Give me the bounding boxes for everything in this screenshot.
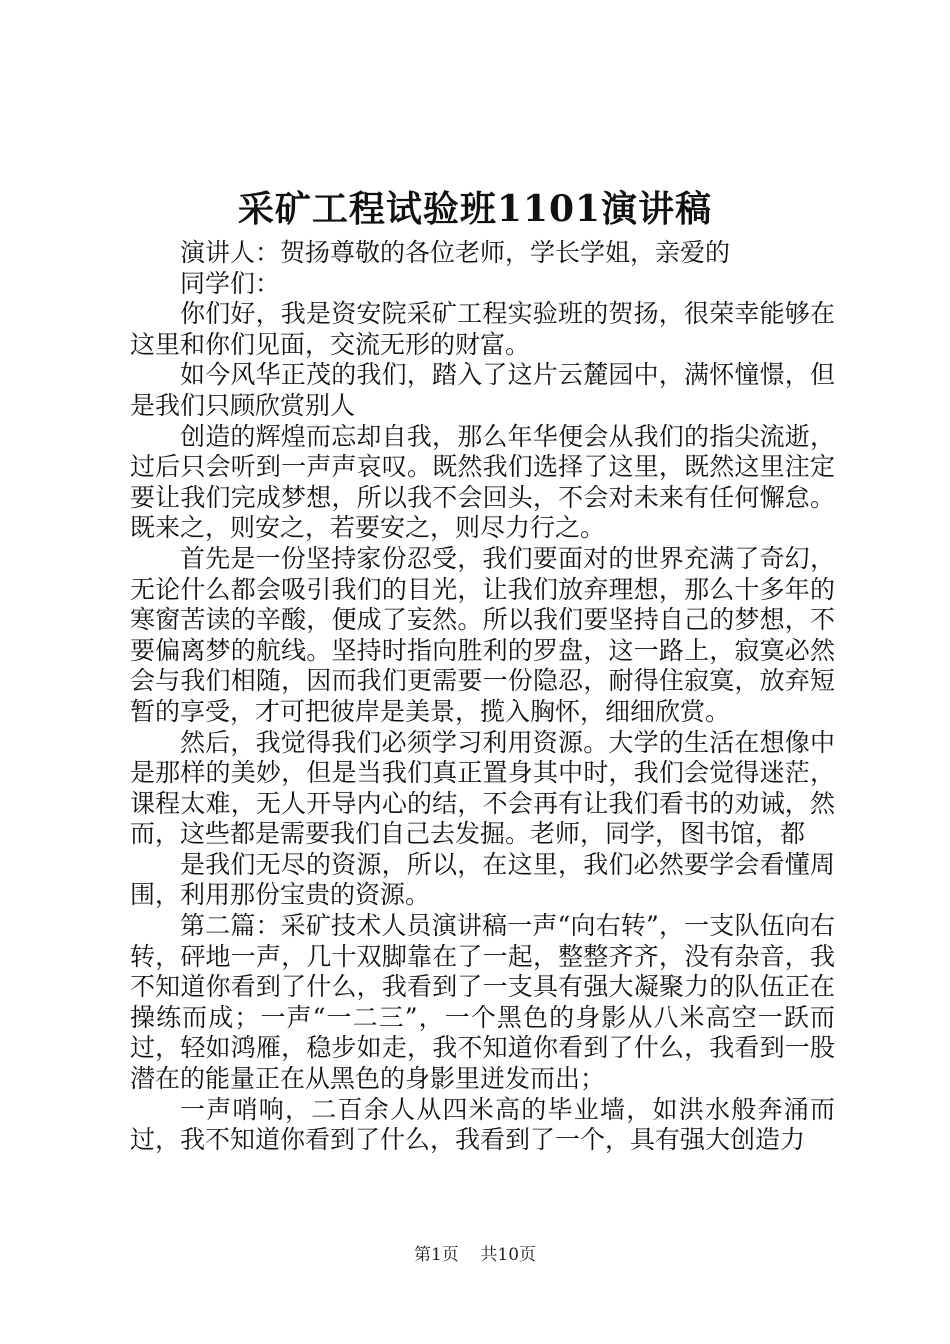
page-total: 共10页 (480, 1245, 537, 1265)
paragraph: 第二篇：采矿技术人员演讲稿一声“向右转”，一支队伍向右转，砰地一声，几十双脚靠在了一起，整整齐齐，没有杂音，我不知道你看到了什么，我看到了一支具有强大凝聚力的队伍正在操练而成；一声“一二三”，一个黑色的身影从八米高空一跃而过，轻如鸿雁，稳步如走，我不知道你看到了什么，我看到一股潜在的能量正在从黑色的身影里迸发而出； (130, 911, 835, 1094)
paragraph: 你们好，我是资安院采矿工程实验班的贺扬，很荣幸能够在这里和你们见面，交流无形的财富。 (130, 299, 835, 359)
speaker-line: 演讲人：贺扬尊敬的各位老师，学长学姐，亲爱的 (180, 238, 731, 267)
paragraph: 首先是一份坚持家份忍受，我们要面对的世界充满了奇幻，无论什么都会吸引我们的目光，让我们放弃理想，那么十多年的寒窗苦读的辛酸，便成了妄然。所以我们要坚持自己的梦想，不要偏离梦的航线。坚持时指向胜利的罗盘，这一路上，寂寞必然会与我们相随，因而我们更需要一份隐忍，耐得住寂寞，放弃短暂的享受，才可把彼岸是美景，揽入胸怀，细细欣赏。 (130, 543, 835, 726)
greeting-continuation: 同学们： (180, 268, 281, 298)
paragraph: 创造的辉煌而忘却自我，那么年华便会从我们的指尖流逝，过后只会听到一声声哀叹。既然我们选择了这里，既然这里注定要让我们完成梦想，所以我不会回头，不会对未来有任何懈怠。既来之，则安之，若要安之，则尽力行之。 (130, 421, 835, 543)
paragraph: 如今风华正茂的我们，踏入了这片云麓园中，满怀憧憬，但是我们只顾欣赏别人 (130, 360, 835, 420)
paragraph: 是我们无尽的资源，所以，在这里，我们必然要学会看懂周围，利用那份宝贵的资源。 (130, 849, 835, 910)
document-title: 采矿工程试验班1101演讲稿 (237, 188, 713, 230)
page-footer (0, 1244, 950, 1266)
paragraph: 一声哨响，二百余人从四米高的毕业墙，如洪水般奔涌而过，我不知道你看到了什么，我看到了一个，具有强大创造力 (130, 1094, 835, 1155)
paragraph: 然后，我觉得我们必须学习利用资源。大学的生活在想像中是那样的美妙，但是当我们真正置身其中时，我们会觉得迷茫，课程太难，无人开导内心的结，不会再有让我们看书的劝诫，然而，这些都是需要我们自己去发掘。老师，同学，图书馆，都 (130, 727, 835, 849)
document-body (130, 238, 835, 1156)
page-number: 第1页 (413, 1245, 459, 1265)
